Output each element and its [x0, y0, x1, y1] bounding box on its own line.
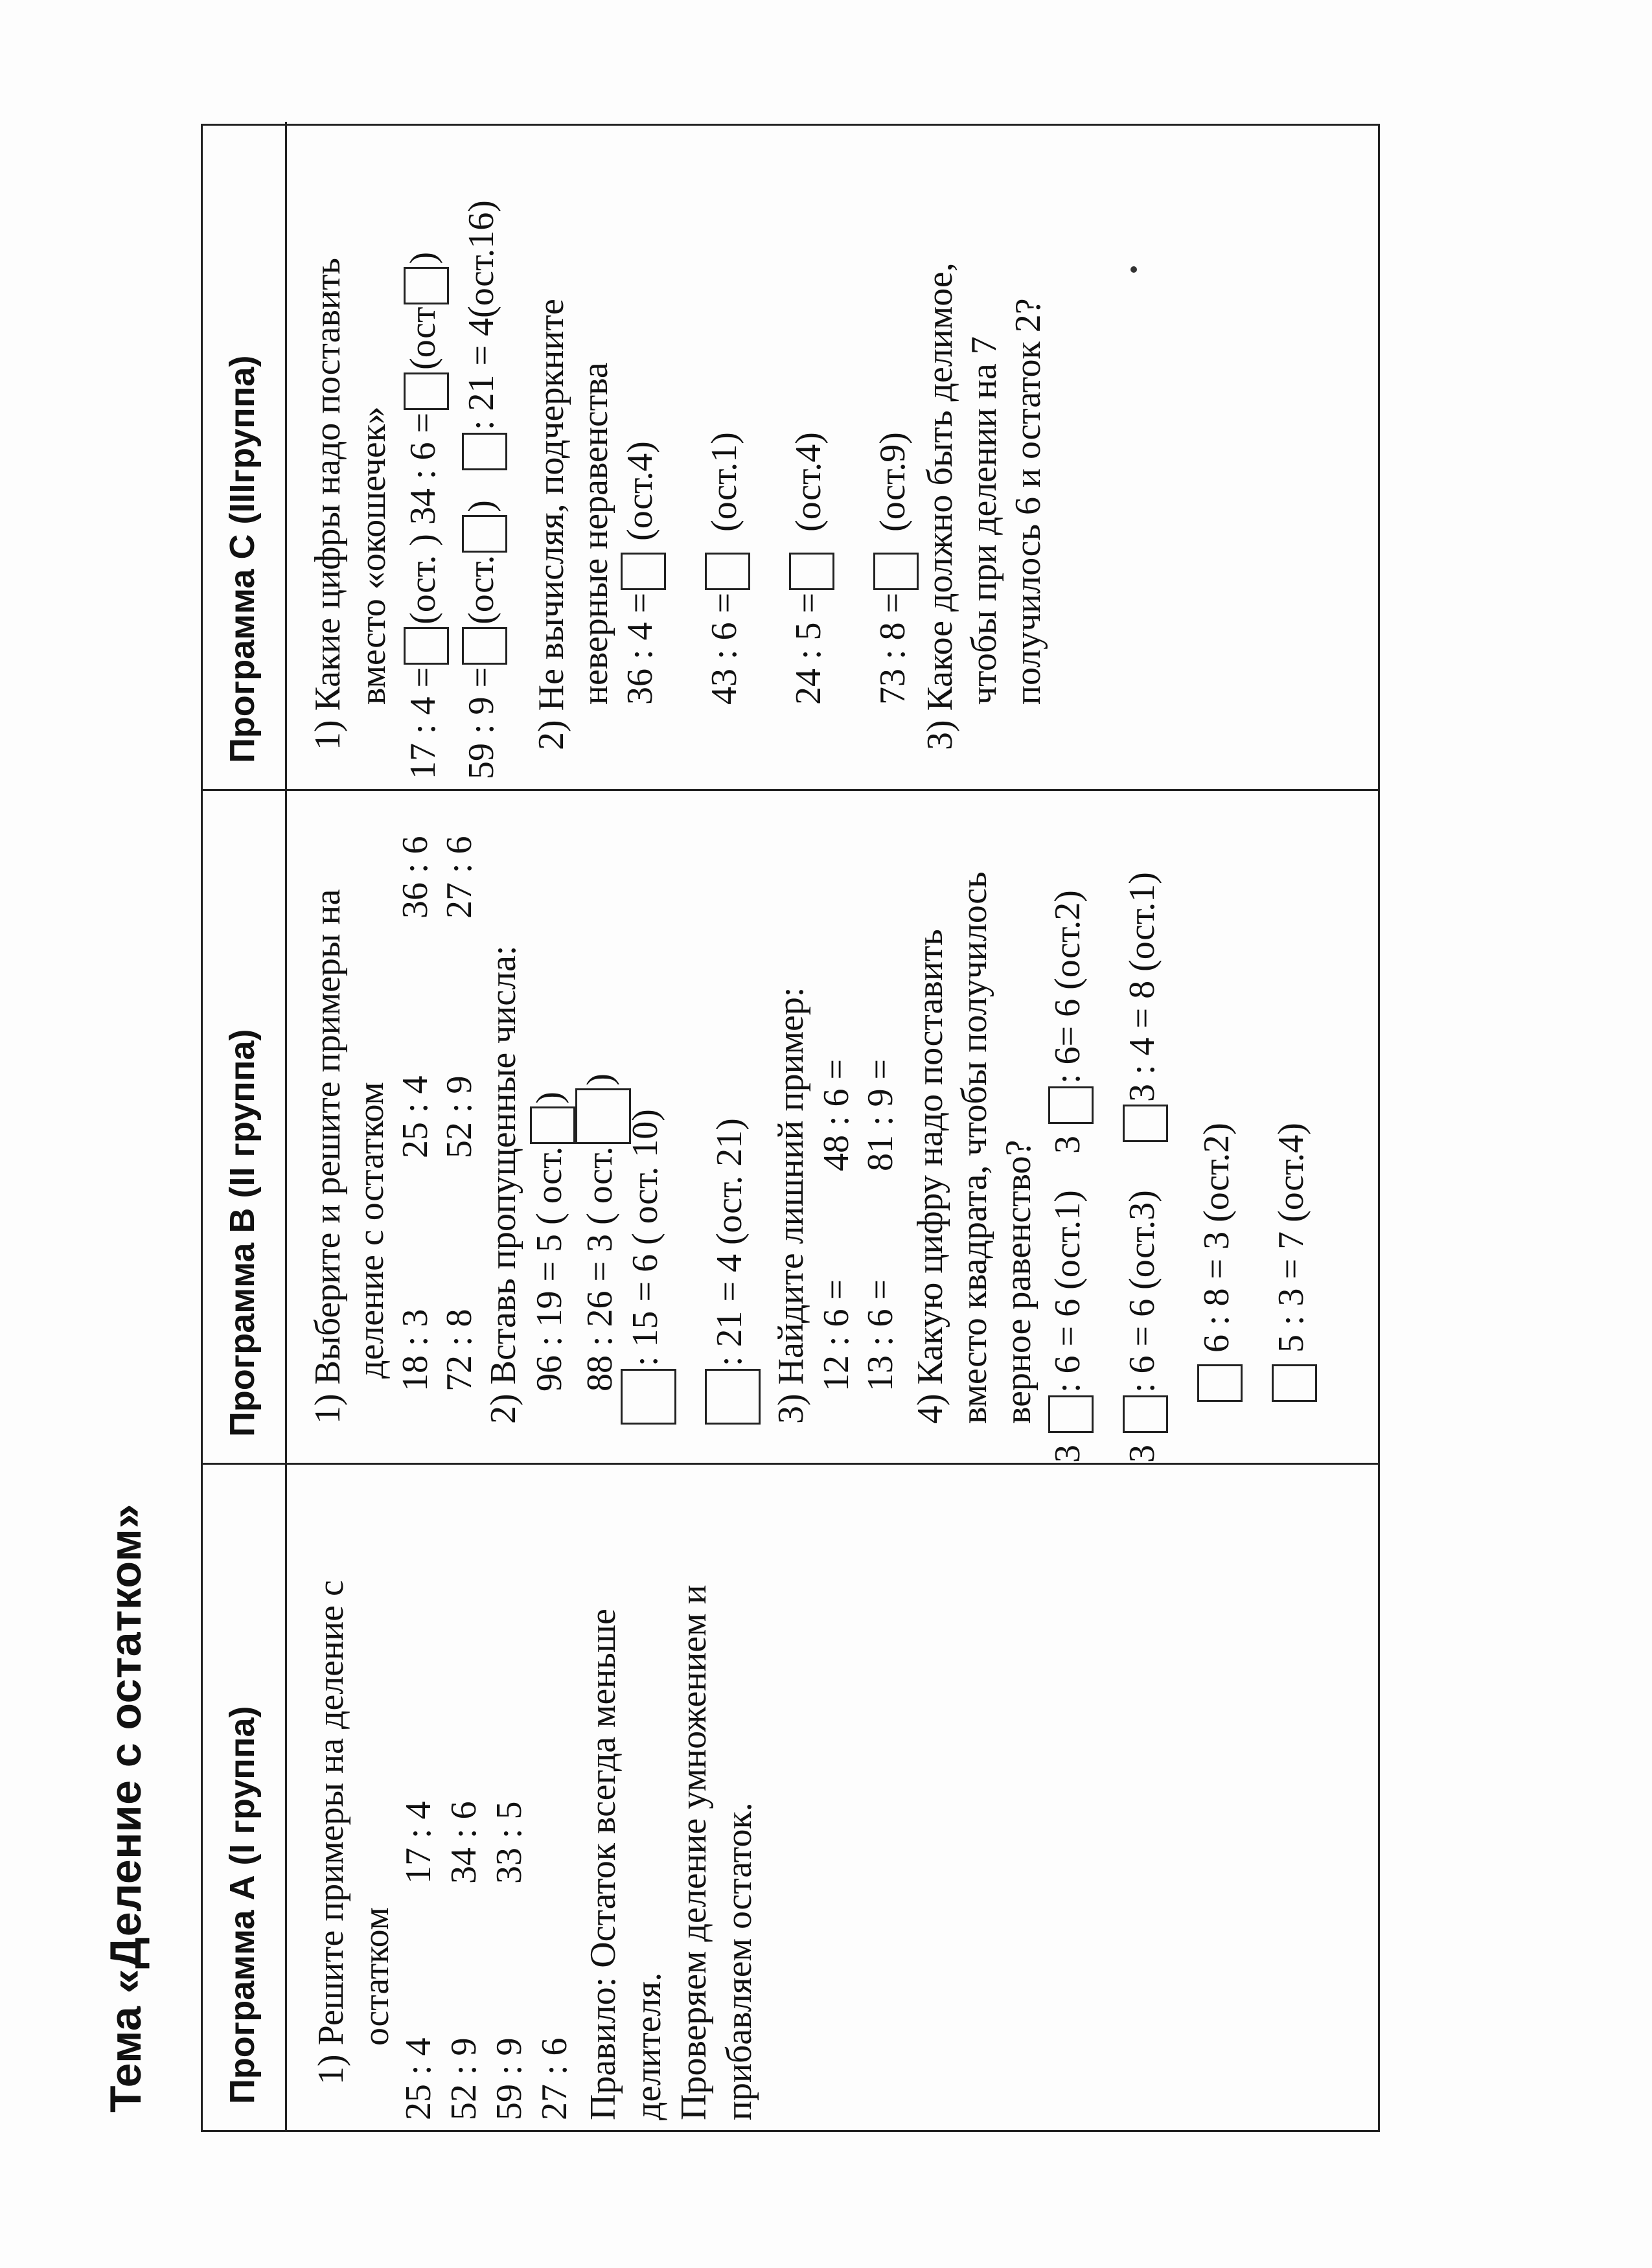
programs-table — [201, 124, 1380, 2132]
a-ex-right-1: 17 : 4 — [398, 1801, 439, 1884]
c-t2-2b: (ост.1) — [704, 432, 744, 532]
answer-box[interactable] — [1123, 1395, 1168, 1433]
c-task2-line2: неверные неравенства — [575, 362, 615, 705]
digit-label: 3 — [1047, 1445, 1088, 1463]
b-t2-2b: ) — [579, 1073, 620, 1086]
header-program-a: Программа А (I группа) — [203, 1465, 287, 2130]
c-task3-line1: 3) Какое должно быть делимое, — [920, 262, 960, 750]
c-t2-row1 — [621, 441, 666, 705]
b-t3-r1-a: 12 : 6 = — [816, 1279, 856, 1392]
b-task3: 3) Найдите лишний пример: — [771, 987, 811, 1424]
b-t1-r2-c: 27 : 6 — [439, 836, 479, 919]
c-t1-2c: ) — [461, 500, 501, 512]
b-t2-2a: 88 : 26 = 3 ( ост. — [579, 1146, 620, 1392]
a-check-line2: прибавляем остаток. — [719, 1802, 759, 2120]
answer-box[interactable] — [873, 553, 919, 590]
b-t4-row4 — [1272, 1123, 1317, 1404]
answer-box[interactable] — [705, 1369, 761, 1425]
b-task2: 2) Вставь пропущенные числа: — [483, 945, 523, 1424]
c-t2-row4 — [873, 432, 919, 705]
c-t1-1d: ) — [402, 251, 443, 264]
answer-box[interactable] — [462, 627, 507, 665]
a-rule-line1: Правило: Остаток всегда меньше — [583, 1609, 623, 2120]
c-t1-2a: 59 : 9 = — [461, 667, 501, 779]
b-t2-3: : 15 = 6 ( ост. 10) — [625, 1109, 665, 1366]
c-task1-line2: вместо «окошечек» — [353, 406, 393, 705]
a-ex-left-4: 27 : 6 — [534, 2037, 575, 2120]
c-t2-1b: (ост.4) — [619, 441, 660, 541]
digit-label: 3 — [1121, 1445, 1162, 1463]
answer-box[interactable] — [1197, 1364, 1243, 1402]
answer-box[interactable] — [462, 433, 507, 470]
answer-box[interactable] — [404, 372, 449, 410]
c-task3-line2: чтобы при делении на 7 — [964, 336, 1004, 705]
answer-box[interactable] — [1048, 1395, 1094, 1433]
b-t4-row1 — [1048, 890, 1094, 1463]
b-t1-r2-b: 52 : 9 — [439, 1075, 479, 1158]
c-t1-row2 — [462, 200, 507, 779]
c-t2-3a: 24 : 5 = — [788, 592, 829, 705]
header-program-c: Программа С (IIIгруппа) — [203, 122, 287, 789]
b-t1-r1-c: 36 : 6 — [395, 836, 435, 919]
b-t4-2a: : 6 = 6 (ост.3) — [1121, 1190, 1162, 1393]
column-program-c — [203, 122, 1378, 789]
c-t2-4a: 73 : 8 = — [872, 592, 913, 705]
answer-box[interactable] — [1123, 1105, 1168, 1142]
b-t3-r2-a: 13 : 6 = — [860, 1279, 901, 1392]
b-task4-line2: вместо квадрата, чтобы получилось — [954, 871, 994, 1424]
b-t4-4: 5 : 3 = 7 (ост.4) — [1270, 1123, 1311, 1353]
answer-box[interactable] — [1272, 1364, 1317, 1402]
c-t1-2d: : 21 = 4(ост.16) — [461, 200, 501, 431]
c-t2-row3 — [789, 432, 834, 705]
b-t4-2b: 3 : 4 = 8 (ост.1) — [1121, 872, 1162, 1103]
answer-box[interactable] — [621, 553, 666, 590]
b-t1-r2-a: 72 : 8 — [439, 1309, 479, 1392]
b-t4-1a: : 6 = 6 (ост.1) — [1047, 1190, 1088, 1393]
answer-box[interactable] — [621, 1369, 676, 1425]
b-t2-row4 — [705, 1118, 761, 1427]
a-ex-right-3: 33 : 5 — [489, 1801, 529, 1884]
b-t4-1b: : 6= 6 (ост.2) — [1047, 890, 1088, 1084]
a-ex-left-3: 59 : 9 — [489, 2037, 529, 2120]
column-program-a — [203, 1463, 1378, 2130]
c-t1-2b: (ост. — [461, 555, 501, 624]
c-t1-1b: (ост. ) 34 : 6 = — [402, 412, 443, 624]
b-task4-line3: верное равенство? — [998, 1140, 1038, 1424]
column-program-b — [203, 789, 1378, 1463]
c-t2-row2 — [705, 432, 750, 705]
b-task1-line2: деление с остатком — [351, 1082, 391, 1379]
digit-label: 3 — [1047, 1136, 1088, 1154]
answer-box[interactable] — [462, 515, 507, 553]
b-t1-r1-a: 18 : 3 — [395, 1309, 435, 1392]
page-title: Тема «Деление с остатком» — [101, 1504, 150, 2113]
c-t1-1a: 17 : 4 = — [402, 667, 443, 779]
b-t2-1a: 96 : 19 = 5 ( ост. — [529, 1146, 569, 1392]
c-t2-2a: 43 : 6 = — [704, 592, 744, 705]
b-t4-3: 6 : 8 = 3 (ост.2) — [1196, 1123, 1237, 1353]
c-task3-line3: получилось 6 и остаток 2? — [1008, 298, 1048, 705]
scan-speck — [1130, 266, 1137, 273]
c-task2-line1: 2) Не вычисляя, подчеркните — [531, 299, 571, 750]
b-task4-line1: 4) Какую цифру надо поставить — [910, 929, 950, 1424]
a-ex-right-2: 34 : 6 — [444, 1801, 484, 1884]
answer-box[interactable] — [789, 553, 834, 590]
b-t4-row3 — [1197, 1123, 1243, 1404]
b-t4-row2 — [1123, 872, 1168, 1463]
b-t2-row3 — [621, 1109, 676, 1427]
c-t2-4b: (ост.9) — [872, 432, 913, 532]
c-t2-3b: (ост.4) — [788, 432, 829, 532]
a-rule-line2: делителя. — [628, 1972, 669, 2120]
c-t2-1a: 36 : 4 = — [619, 592, 660, 705]
b-t3-r1-b: 48 : 6 = — [816, 1059, 856, 1171]
c-task1-line1: 1) Какие цифры надо поставить — [308, 258, 348, 750]
answer-box[interactable] — [530, 1106, 575, 1144]
b-t3-r2-b: 81 : 9 = — [860, 1059, 901, 1171]
answer-box[interactable] — [1048, 1086, 1094, 1124]
b-task1-line1: 1) Выберите и решите примеры на — [308, 889, 348, 1424]
header-program-b: Программа В (II группа) — [203, 791, 287, 1463]
a-task1-line1: 1) Решите примеры на деление с — [311, 1580, 351, 2085]
b-t2-1b: ) — [529, 1092, 569, 1104]
b-t2-4: : 21 = 4 (ост. 21) — [709, 1118, 750, 1366]
answer-box[interactable] — [404, 267, 449, 304]
answer-box[interactable] — [705, 553, 750, 590]
a-check-line1: Проверяем деление умножением и — [674, 1585, 714, 2120]
a-ex-left-1: 25 : 4 — [398, 2037, 439, 2120]
c-t1-row1 — [404, 252, 449, 779]
b-t2-row1 — [530, 1092, 575, 1392]
c-t1-1c: (ост — [402, 306, 443, 370]
a-task1-line2: остатком — [356, 1907, 396, 2046]
b-t1-r1-b: 25 : 4 — [395, 1075, 435, 1158]
a-ex-left-2: 52 : 9 — [444, 2037, 484, 2120]
answer-box[interactable] — [404, 627, 449, 665]
